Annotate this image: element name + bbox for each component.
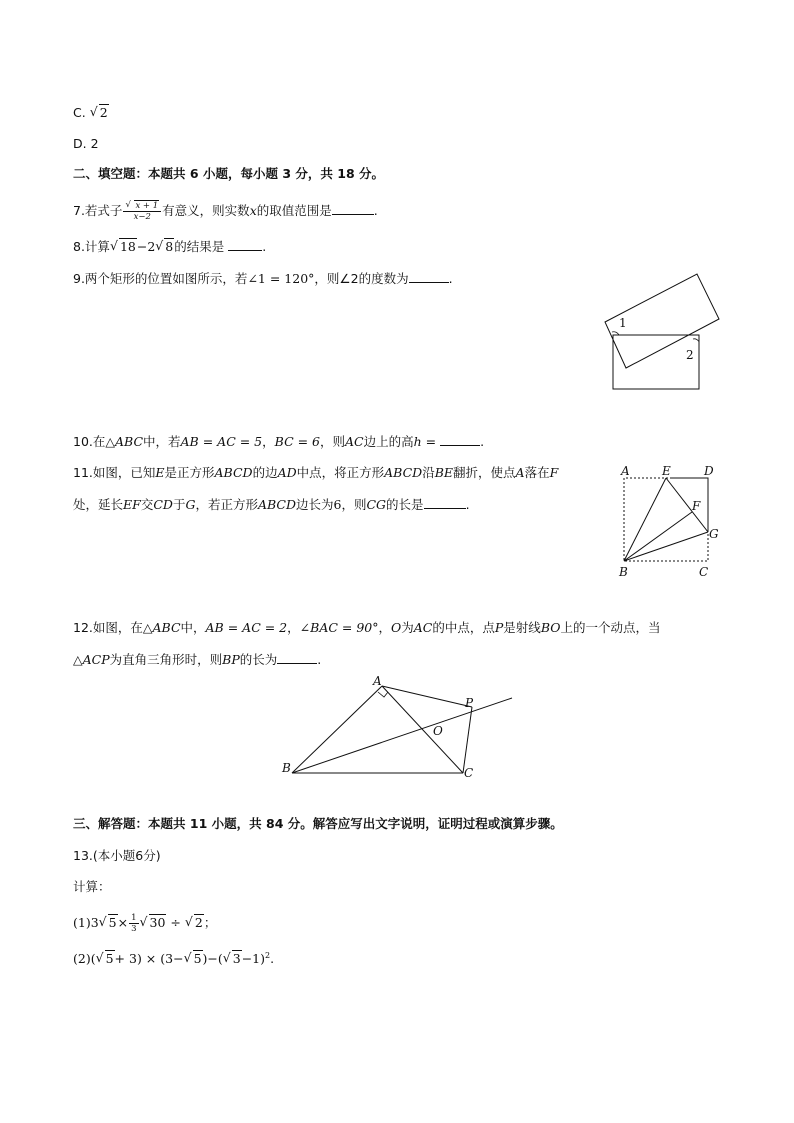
label-d: D xyxy=(704,464,714,478)
question-11-line-2: 处，延长EF交CD于G，若正方形ABCD边长为6，则CG的长是 . xyxy=(73,497,470,512)
answer-blank xyxy=(440,433,480,446)
segment-ac xyxy=(382,686,463,773)
segment-bf xyxy=(624,512,692,561)
q11-figure xyxy=(612,460,724,582)
option-d: D. 2 xyxy=(73,136,99,151)
angle-2-label: 2 xyxy=(686,348,694,362)
segment-ap xyxy=(382,686,472,707)
label-b: B xyxy=(619,565,628,579)
q9-figure xyxy=(600,272,725,394)
answer-blank xyxy=(409,270,449,283)
question-12-line-2: △ACP为直角三角形时，则BP的长为 . xyxy=(73,652,322,667)
option-c-label: C. xyxy=(73,105,86,120)
horizontal-rectangle xyxy=(613,335,699,389)
question-13-part-2: (2)(√ 5+ 3) × (3−√ 5)−(√ 3−1)$^2$. xyxy=(73,947,274,968)
question-13-part-1: (1)3√ 5× $\frac{1}{3}$ √ 30 ÷ √ 2； xyxy=(73,913,216,934)
question-10: 10.在△ABC中，若AB = AC = 5，BC = 6，则AC边上的高h = . xyxy=(73,434,485,449)
question-8: 8.计算√ 18−2√ 8的结果是 . xyxy=(73,238,266,256)
option-c xyxy=(73,104,109,122)
label-a: A xyxy=(373,674,382,688)
answer-blank xyxy=(277,651,317,664)
question-13-instruction: 计算： xyxy=(73,879,111,894)
label-f: F xyxy=(692,499,701,513)
question-12-line-1: 12.如图，在△ABC中，AB = AC = 2，∠BAC = 90°，O为AC的中点，点P是射线BO上的一个动点，当 xyxy=(73,620,661,635)
answer-blank xyxy=(424,496,466,509)
q7-fraction: √ $\frac{x + 1}{x-2}$ xyxy=(123,201,161,222)
right-angle-mark xyxy=(378,692,388,697)
answer-blank xyxy=(332,202,374,215)
question-11-line-1: 11.如图，已知E是正方形ABCD的边AD中点，将正方形ABCD沿BE翻折，使点A落在F xyxy=(73,465,559,480)
section3-heading: 三、解答题：本题共 11 小题，共 84 分。解答应写出文字说明，证明过程或演算步骤。 xyxy=(73,816,563,831)
segment-ab xyxy=(292,686,382,773)
label-a: A xyxy=(621,464,630,478)
segment-pc xyxy=(463,707,472,773)
label-b: B xyxy=(282,761,291,775)
answer-blank xyxy=(228,238,262,251)
angle-1-label: 1 xyxy=(619,316,627,330)
label-o: O xyxy=(433,724,443,738)
segment-eg xyxy=(666,478,708,532)
label-c: C xyxy=(464,766,474,780)
ray-bo xyxy=(292,698,512,773)
question-7: 7.若式子 √ $\frac{x + 1}{x-2}$ 有意义，则实数x的取值范围是 . xyxy=(73,201,378,222)
question-9: 9.两个矩形的位置如图所示，若∠1 = 120°，则∠2的度数为 . xyxy=(73,271,453,286)
square-dashed-sides xyxy=(624,478,708,561)
angle-2-arc xyxy=(693,339,699,342)
option-c-sqrt: √ 2 xyxy=(90,104,109,122)
label-c: C xyxy=(699,565,709,579)
q12-figure xyxy=(278,672,518,784)
label-e: E xyxy=(662,464,671,478)
section2-heading: 二、填空题：本题共 6 小题，每小题 3 分，共 18 分。 xyxy=(73,166,385,181)
question-13-title: 13.(本小题6分) xyxy=(73,848,161,863)
label-g: G xyxy=(709,527,719,541)
square-solid-sides xyxy=(672,478,708,532)
label-p: P xyxy=(465,696,474,710)
